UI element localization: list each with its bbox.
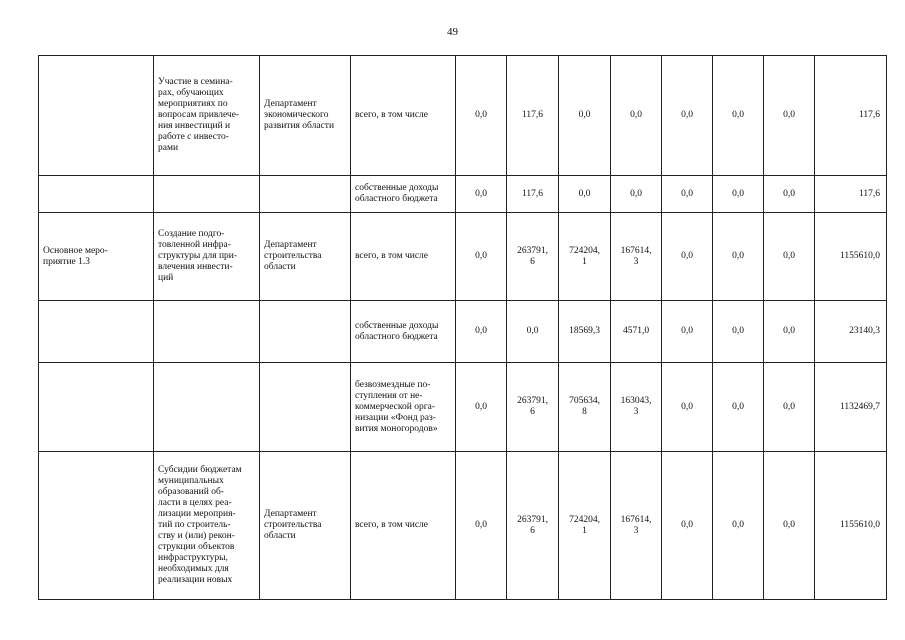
funding-source-cell: собственные доходы областного бюджета: [351, 176, 456, 213]
measure-cell: [39, 176, 154, 213]
table-row: [39, 363, 887, 452]
event-cell: Создание подго- товленной инфра- структуры для при- влечения инвести- ций: [154, 213, 260, 301]
value-cell: 0,0: [764, 56, 815, 176]
measure-cell: [39, 363, 154, 452]
total-cell: 117,6: [815, 56, 887, 176]
value-cell: 167614, 3: [611, 452, 662, 600]
value-cell: 0,0: [611, 56, 662, 176]
value-cell: 0,0: [662, 213, 713, 301]
value-cell: 0,0: [662, 301, 713, 363]
total-cell: 1155610,0: [815, 213, 887, 301]
executor-cell: [260, 363, 351, 452]
table-row: [39, 56, 887, 176]
measure-cell: [39, 56, 154, 176]
funding-source-cell: всего, в том числе: [351, 56, 456, 176]
value-cell: 4571,0: [611, 301, 662, 363]
table-row: [39, 213, 887, 301]
total-cell: 1155610,0: [815, 452, 887, 600]
value-cell: 0,0: [713, 213, 764, 301]
measure-cell: Основное меро- приятие 1.3: [39, 213, 154, 301]
table-row: [39, 301, 887, 363]
value-cell: 18569,3: [559, 301, 611, 363]
table-row: [39, 452, 887, 600]
value-cell: 0,0: [456, 176, 507, 213]
value-cell: 0,0: [611, 176, 662, 213]
executor-cell: [260, 176, 351, 213]
value-cell: 0,0: [507, 301, 559, 363]
value-cell: 263791, 6: [507, 363, 559, 452]
value-cell: 0,0: [713, 452, 764, 600]
value-cell: 167614, 3: [611, 213, 662, 301]
value-cell: 0,0: [456, 363, 507, 452]
value-cell: 705634, 8: [559, 363, 611, 452]
budget-table: [38, 55, 887, 600]
value-cell: 117,6: [507, 176, 559, 213]
event-cell: [154, 301, 260, 363]
executor-cell: Департамент экономического развития области: [260, 56, 351, 176]
measure-cell: [39, 452, 154, 600]
executor-cell: Департамент строительства области: [260, 213, 351, 301]
value-cell: 724204, 1: [559, 213, 611, 301]
value-cell: 0,0: [662, 452, 713, 600]
executor-cell: [260, 301, 351, 363]
value-cell: 0,0: [662, 176, 713, 213]
value-cell: 0,0: [456, 452, 507, 600]
executor-cell: Департамент строительства области: [260, 452, 351, 600]
value-cell: 0,0: [456, 213, 507, 301]
value-cell: 263791, 6: [507, 213, 559, 301]
event-cell: [154, 176, 260, 213]
value-cell: 0,0: [456, 301, 507, 363]
value-cell: 0,0: [662, 56, 713, 176]
value-cell: 0,0: [559, 56, 611, 176]
value-cell: 0,0: [764, 452, 815, 600]
value-cell: 0,0: [764, 213, 815, 301]
funding-source-cell: собственные доходы областного бюджета: [351, 301, 456, 363]
table-row: [39, 176, 887, 213]
value-cell: 0,0: [713, 56, 764, 176]
funding-source-cell: всего, в том числе: [351, 452, 456, 600]
value-cell: 0,0: [764, 363, 815, 452]
value-cell: 0,0: [456, 56, 507, 176]
value-cell: 117,6: [507, 56, 559, 176]
value-cell: 263791, 6: [507, 452, 559, 600]
total-cell: 1132469,7: [815, 363, 887, 452]
measure-cell: [39, 301, 154, 363]
event-cell: Участие в семина- рах, обучающих мероприятиях по вопросам привлече- ния инвестиций и работе с инвесто- рами: [154, 56, 260, 176]
value-cell: 163043, 3: [611, 363, 662, 452]
event-cell: Субсидии бюджетам муниципальных образований об- ласти в целях реа- лизации мероприя- тий по строитель- ству и (или) рекон- струкции объектов инфраструктуры, необходимых для реализации новых: [154, 452, 260, 600]
page-number: 49: [447, 26, 458, 38]
value-cell: 0,0: [713, 301, 764, 363]
value-cell: 0,0: [764, 176, 815, 213]
funding-source-cell: всего, в том числе: [351, 213, 456, 301]
value-cell: 0,0: [713, 363, 764, 452]
value-cell: 0,0: [662, 363, 713, 452]
value-cell: 0,0: [713, 176, 764, 213]
total-cell: 23140,3: [815, 301, 887, 363]
total-cell: 117,6: [815, 176, 887, 213]
value-cell: 0,0: [764, 301, 815, 363]
event-cell: [154, 363, 260, 452]
value-cell: 724204, 1: [559, 452, 611, 600]
value-cell: 0,0: [559, 176, 611, 213]
funding-source-cell: безвозмездные по- ступления от не- коммерческой орга- низации «Фонд раз- вития моногородов»: [351, 363, 456, 452]
